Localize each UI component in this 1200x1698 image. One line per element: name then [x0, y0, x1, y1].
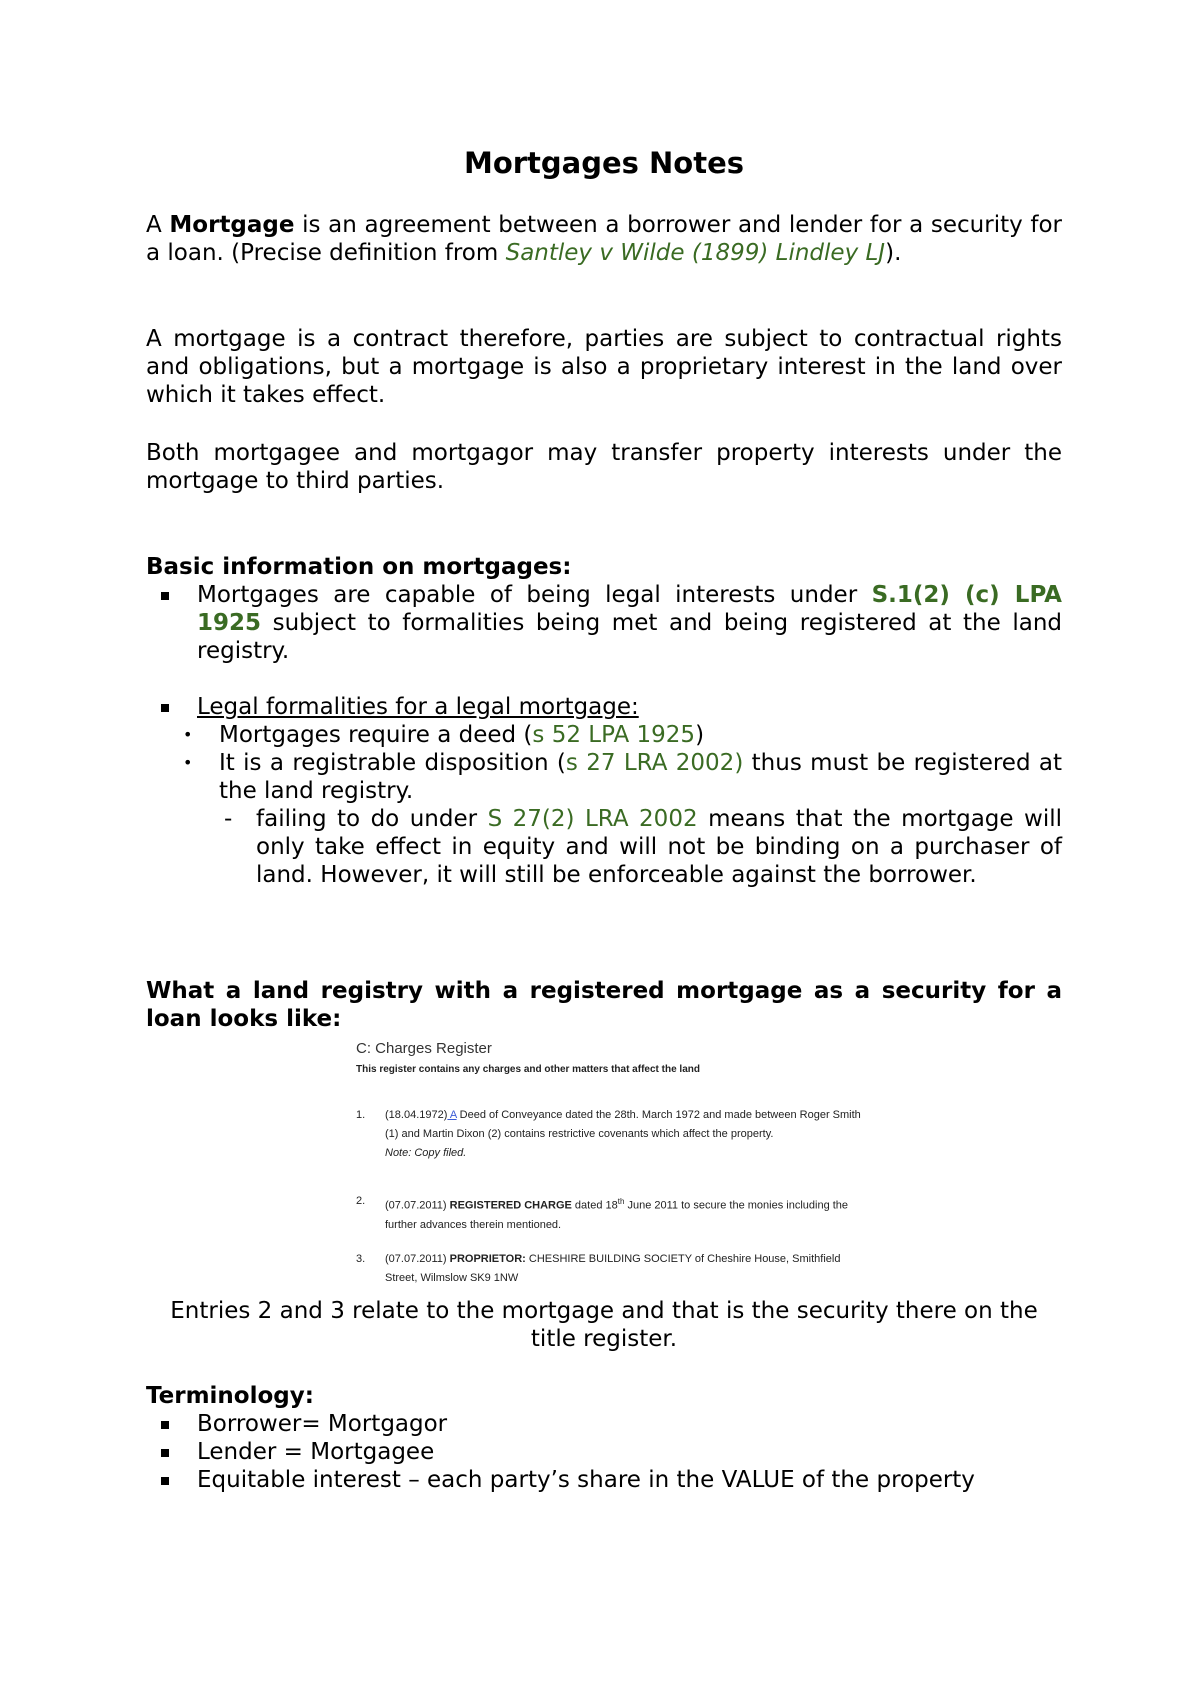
entry-label: REGISTERED CHARGE — [449, 1199, 572, 1212]
section-heading: Terminology: — [146, 1383, 314, 1409]
list-item: Borrower= Mortgagor — [146, 1410, 1062, 1438]
page-title: Mortgages Notes — [463, 146, 745, 180]
text-fragment: means that the mortgage will only take effect in equity and will not be binding on a purchaser of land. However, it will still be enforceable against the borrower. — [256, 806, 1063, 888]
basic-info-section — [146, 553, 1062, 889]
text-fragment: subject to formalities being met and being registered at the land registry. — [197, 610, 1062, 664]
intro-transfer — [146, 439, 1062, 495]
text-fragment: failing to do under — [256, 806, 488, 832]
text-fragment: Mortgages require a deed ( — [219, 722, 533, 748]
list-item: Equitable interest – each party’s share in the VALUE of the property — [146, 1466, 1062, 1494]
entry-number: 3. — [356, 1253, 366, 1265]
subsection-heading: Legal formalities for a legal mortgage: — [197, 694, 639, 720]
text-fragment: June 2011 to secure the monies including the further advances therein mentioned. — [385, 1199, 849, 1231]
register-subtitle: This register contains any charges and other matters that affect the land — [356, 1064, 700, 1075]
entry-date: (07.07.2011) — [385, 1253, 450, 1265]
definition-paragraph — [146, 211, 1062, 267]
list-item: Lender = Mortgagee — [146, 1438, 1062, 1466]
entry-text — [385, 1250, 875, 1288]
entry-label: PROPRIETOR: — [449, 1253, 526, 1265]
text-fragment: ). — [885, 240, 902, 266]
entry-text — [385, 1106, 875, 1163]
section-heading: Basic information on mortgages: — [146, 554, 572, 580]
basic-list — [146, 581, 1062, 889]
entry-note: Note: Copy filed. — [385, 1147, 467, 1159]
register-title: C: Charges Register — [356, 1040, 492, 1057]
consequence-list — [219, 805, 1062, 889]
section-heading: What a land registry with a registered mortgage as a security for a loan looks like: — [146, 978, 1062, 1032]
entry-number: 2. — [356, 1195, 366, 1207]
case-citation: Santley v Wilde (1899) Lindley LJ — [505, 240, 886, 266]
text-fragment: ) — [695, 722, 705, 748]
text-fragment: Mortgages are capable of being legal interests under — [197, 582, 872, 608]
text-fragment: is an agreement between a borrower and lender for a security for a loan. (Precise definition from — [146, 212, 1063, 266]
text-fragment: It is a registrable disposition ( — [219, 750, 566, 776]
list-item — [146, 721, 1062, 749]
transfer-paragraph: Both mortgagee and mortgagor may transfer property interests under the mortgage to third parties. — [146, 440, 1062, 494]
text-fragment: thus must be registered at the land registry. — [219, 750, 1063, 804]
statute-reference: S.1(2) (c) LPA 1925 — [197, 582, 1062, 636]
formalities-list — [146, 721, 1062, 889]
list-item — [219, 805, 1062, 889]
entry-date: (18.04.1972) — [385, 1109, 448, 1121]
register-caption: Entries 2 and 3 relate to the mortgage and that is the security there on the title register. — [170, 1298, 1038, 1352]
statute-reference: s 27 LRA 2002) — [565, 750, 744, 776]
text-fragment: A — [146, 212, 170, 238]
statute-reference: S 27(2) LRA 2002 — [487, 806, 698, 832]
list-item — [146, 749, 1062, 889]
entry-text — [385, 1192, 875, 1235]
statute-reference: s 52 LPA 1925 — [532, 722, 696, 748]
contract-paragraph: A mortgage is a contract therefore, parties are subject to contractual rights and obligations, but a mortgage is also a proprietary interest in the land over which it takes effect. — [146, 326, 1062, 408]
term-mortgage: Mortgage — [169, 212, 295, 238]
entry-link: A — [447, 1109, 457, 1121]
charges-register-image — [356, 1040, 876, 1284]
list-item — [146, 581, 1062, 665]
intro-definition — [146, 211, 1062, 267]
registry-section — [146, 977, 1062, 1033]
list-item — [146, 693, 1062, 889]
intro-contract — [146, 325, 1062, 409]
entry-number: 1. — [356, 1109, 366, 1121]
text-fragment: Deed of Conveyance dated the 28th. March 1972 and made between Roger Smith (1) and Martin Dixon (2) contains restrictive covenants which affect the property. — [385, 1109, 861, 1140]
text-fragment: CHESHIRE BUILDING SOCIETY of Cheshire House, Smithfield Street, Wilmslow SK9 1NW — [385, 1253, 841, 1284]
entry-date: (07.07.2011) — [385, 1199, 450, 1212]
text-fragment: dated 18 — [571, 1199, 618, 1212]
text-fragment: th — [617, 1197, 625, 1206]
terminology-section — [146, 1382, 1062, 1494]
terminology-list — [146, 1410, 1062, 1494]
